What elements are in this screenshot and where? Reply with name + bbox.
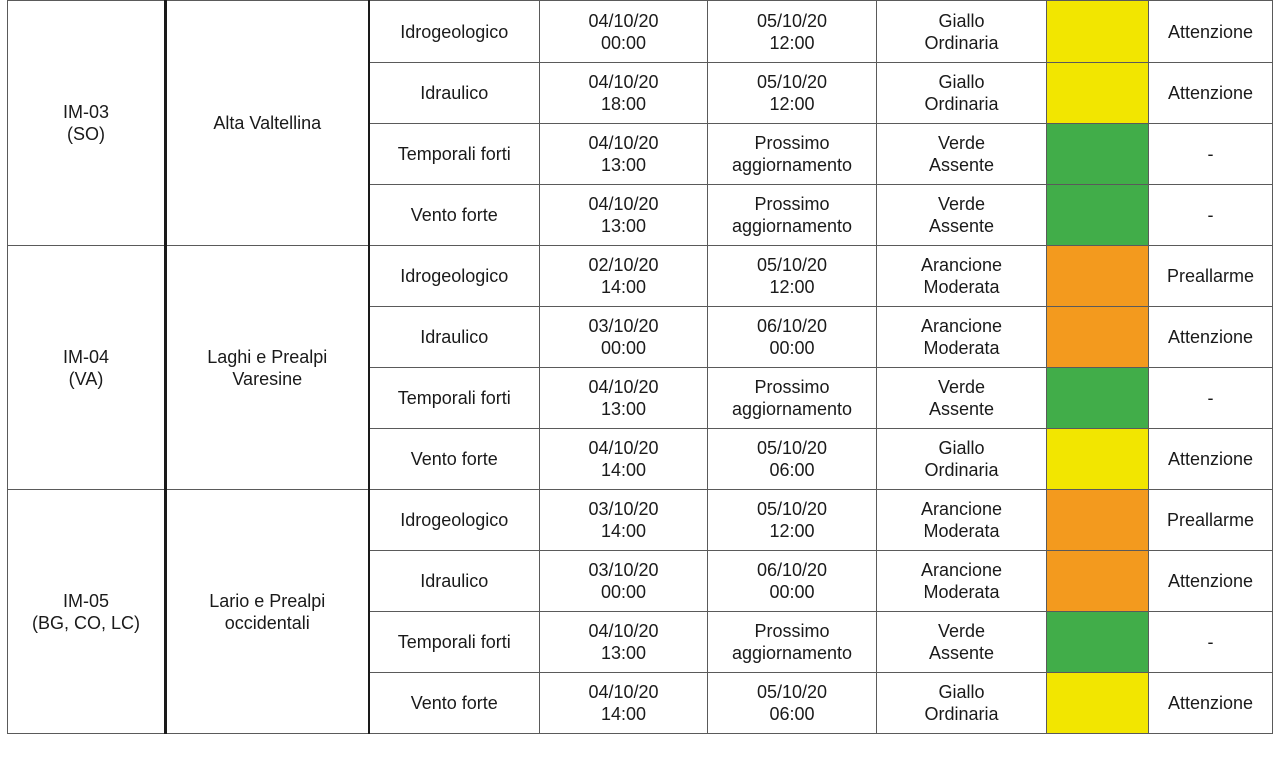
risk-type: Idraulico: [369, 63, 540, 124]
alert-level: Giallo Ordinaria: [877, 673, 1047, 734]
status-label: -: [1149, 185, 1273, 246]
end-datetime: 05/10/20 12:00: [708, 1, 877, 63]
end-datetime: 05/10/20 06:00: [708, 673, 877, 734]
color-swatch: [1047, 124, 1149, 185]
color-swatch: [1047, 63, 1149, 124]
risk-type: Temporali forti: [369, 612, 540, 673]
zone-name: Lario e Prealpi occidentali: [166, 490, 369, 734]
start-datetime: 04/10/20 13:00: [540, 612, 708, 673]
risk-type: Vento forte: [369, 185, 540, 246]
start-datetime: 03/10/20 00:00: [540, 551, 708, 612]
end-datetime: 06/10/20 00:00: [708, 551, 877, 612]
alert-level: Arancione Moderata: [877, 246, 1047, 307]
risk-type: Idrogeologico: [369, 246, 540, 307]
zone-code: IM-03 (SO): [8, 1, 166, 246]
zone-code: IM-04 (VA): [8, 246, 166, 490]
end-datetime: Prossimo aggiornamento: [708, 124, 877, 185]
zone-code: IM-05 (BG, CO, LC): [8, 490, 166, 734]
end-datetime: 05/10/20 12:00: [708, 490, 877, 551]
status-label: Preallarme: [1149, 246, 1273, 307]
risk-type: Vento forte: [369, 673, 540, 734]
risk-type: Temporali forti: [369, 368, 540, 429]
status-label: -: [1149, 612, 1273, 673]
end-datetime: Prossimo aggiornamento: [708, 612, 877, 673]
zone-name: Alta Valtellina: [166, 1, 369, 246]
status-label: Preallarme: [1149, 490, 1273, 551]
color-swatch: [1047, 429, 1149, 490]
start-datetime: 04/10/20 18:00: [540, 63, 708, 124]
table-row: [8, 1, 1273, 63]
start-datetime: 04/10/20 13:00: [540, 185, 708, 246]
alert-level: Arancione Moderata: [877, 490, 1047, 551]
end-datetime: 06/10/20 00:00: [708, 307, 877, 368]
alert-level: Arancione Moderata: [877, 551, 1047, 612]
color-swatch: [1047, 490, 1149, 551]
alert-table-body: [8, 1, 1273, 734]
risk-type: Idraulico: [369, 551, 540, 612]
start-datetime: 04/10/20 00:00: [540, 1, 708, 63]
alert-table: [7, 0, 1273, 734]
status-label: -: [1149, 124, 1273, 185]
zone-name: Laghi e Prealpi Varesine: [166, 246, 369, 490]
status-label: Attenzione: [1149, 429, 1273, 490]
start-datetime: 04/10/20 13:00: [540, 368, 708, 429]
start-datetime: 04/10/20 14:00: [540, 673, 708, 734]
color-swatch: [1047, 246, 1149, 307]
alert-level: Verde Assente: [877, 612, 1047, 673]
status-label: Attenzione: [1149, 1, 1273, 63]
color-swatch: [1047, 307, 1149, 368]
risk-type: Idrogeologico: [369, 490, 540, 551]
color-swatch: [1047, 551, 1149, 612]
end-datetime: Prossimo aggiornamento: [708, 185, 877, 246]
table-row: [8, 246, 1273, 307]
table-row: [8, 490, 1273, 551]
alert-level: Verde Assente: [877, 368, 1047, 429]
color-swatch: [1047, 185, 1149, 246]
start-datetime: 04/10/20 13:00: [540, 124, 708, 185]
alert-level: Giallo Ordinaria: [877, 429, 1047, 490]
end-datetime: 05/10/20 06:00: [708, 429, 877, 490]
status-label: Attenzione: [1149, 673, 1273, 734]
color-swatch: [1047, 673, 1149, 734]
end-datetime: Prossimo aggiornamento: [708, 368, 877, 429]
alert-level: Verde Assente: [877, 185, 1047, 246]
end-datetime: 05/10/20 12:00: [708, 63, 877, 124]
alert-level: Arancione Moderata: [877, 307, 1047, 368]
end-datetime: 05/10/20 12:00: [708, 246, 877, 307]
risk-type: Idraulico: [369, 307, 540, 368]
alert-level: Giallo Ordinaria: [877, 63, 1047, 124]
risk-type: Idrogeologico: [369, 1, 540, 63]
status-label: -: [1149, 368, 1273, 429]
start-datetime: 04/10/20 14:00: [540, 429, 708, 490]
risk-type: Temporali forti: [369, 124, 540, 185]
color-swatch: [1047, 368, 1149, 429]
risk-type: Vento forte: [369, 429, 540, 490]
status-label: Attenzione: [1149, 63, 1273, 124]
start-datetime: 03/10/20 14:00: [540, 490, 708, 551]
start-datetime: 03/10/20 00:00: [540, 307, 708, 368]
status-label: Attenzione: [1149, 307, 1273, 368]
status-label: Attenzione: [1149, 551, 1273, 612]
start-datetime: 02/10/20 14:00: [540, 246, 708, 307]
color-swatch: [1047, 1, 1149, 63]
alert-level: Verde Assente: [877, 124, 1047, 185]
alert-level: Giallo Ordinaria: [877, 1, 1047, 63]
color-swatch: [1047, 612, 1149, 673]
